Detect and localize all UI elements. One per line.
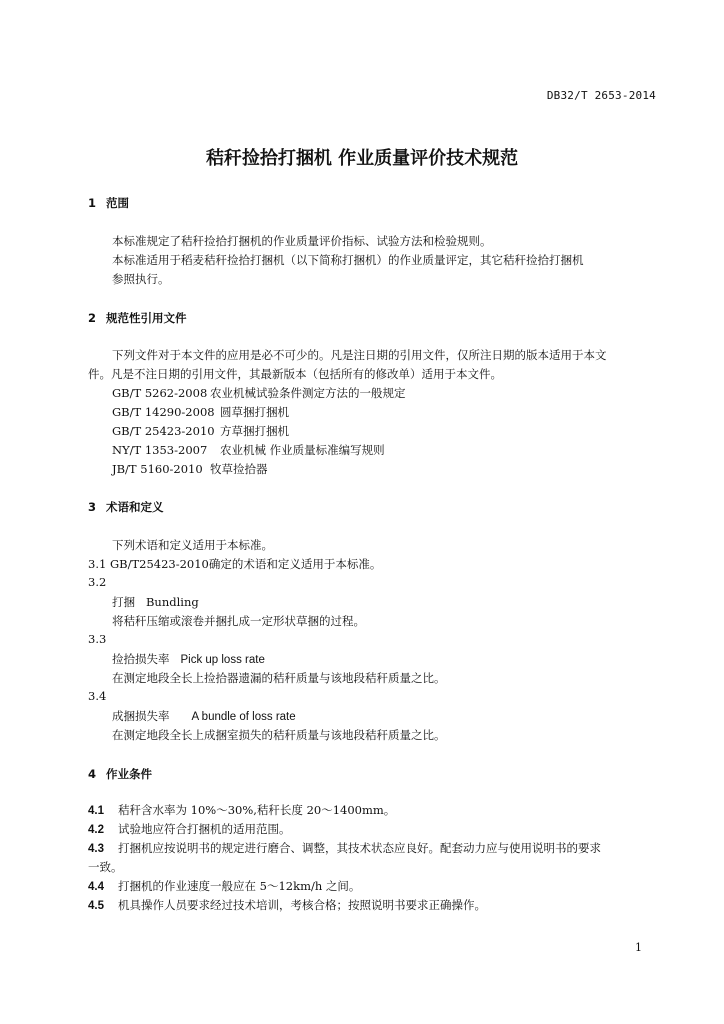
reference-title: 方草捆打捆机 — [220, 424, 289, 438]
condition-number: 4.2 — [88, 824, 104, 836]
term-definition: 在测定地段全长上成捆室损失的秸秆质量与该地段秸秆质量之比。 — [112, 728, 446, 742]
reference-title: 农业机械试验条件测定方法的一般规定 — [210, 386, 406, 400]
reference-item — [112, 442, 385, 458]
term-definition: 将秸秆压缩或滚卷并捆扎成一定形状草捆的过程。 — [112, 614, 365, 628]
condition-continuation: 一致。 — [88, 860, 123, 874]
clause-number: 3.3 — [88, 632, 107, 646]
term — [112, 651, 265, 667]
condition-number: 4.5 — [88, 900, 104, 912]
page-number: 1 — [635, 941, 642, 954]
condition-item — [88, 897, 486, 913]
reference-code: JB/T 5160-2010 — [112, 462, 203, 476]
term-chinese: 成捆损失率 — [112, 709, 170, 723]
condition-text: 机具操作人员要求经过技术培训，考核合格；按照说明书要求正确操作。 — [118, 898, 486, 912]
section-title: 术语和定义 — [106, 500, 164, 514]
section-4-heading — [88, 766, 152, 782]
paragraph: 下列术语和定义适用于本标准。 — [112, 538, 273, 552]
reference-item — [112, 461, 268, 477]
condition-item — [88, 821, 291, 837]
section-1-heading — [88, 195, 129, 211]
clause-number: 3.4 — [88, 689, 107, 703]
reference-code: GB/T 5262-2008 — [112, 386, 208, 400]
condition-item — [88, 878, 360, 894]
reference-code: GB/T 14290-2008 — [112, 405, 215, 419]
section-title: 规范性引用文件 — [106, 311, 187, 325]
term — [112, 708, 296, 724]
clause-3-1: 3.1 GB/T25423-2010确定的术语和定义适用于本标准。 — [88, 557, 382, 571]
condition-text: 试验地应符合打捆机的适用范围。 — [118, 822, 291, 836]
condition-number: 4.1 — [88, 805, 104, 817]
reference-code: NY/T 1353-2007 — [112, 443, 208, 457]
paragraph: 下列文件对于本文件的应用是必不可少的。凡是注日期的引用文件，仅所注日期的版本适用于本文 — [112, 348, 607, 362]
section-number: 1 — [88, 196, 97, 210]
section-number: 3 — [88, 500, 97, 514]
term-definition: 在测定地段全长上捡拾器遗漏的秸秆质量与该地段秸秆质量之比。 — [112, 671, 446, 685]
reference-title: 农业机械 作业质量标准编写规则 — [220, 443, 385, 457]
reference-item — [112, 423, 289, 439]
reference-title: 圆草捆打捆机 — [220, 405, 289, 419]
reference-title: 牧草捡拾器 — [210, 462, 268, 476]
term-chinese: 捡拾损失率 — [112, 652, 170, 666]
section-title: 作业条件 — [106, 767, 152, 781]
condition-text: 打捆机的作业速度一般应在 5～12km/h 之间。 — [118, 879, 361, 893]
term-chinese: 打捆 — [112, 595, 135, 609]
paragraph: 本标准规定了秸秆捡拾打捆机的作业质量评价指标、试验方法和检验规则。 — [112, 234, 492, 248]
clause-number: 3.2 — [88, 575, 107, 589]
section-3-heading — [88, 499, 164, 515]
document-title: 秸秆捡拾打捆机 作业质量评价技术规范 — [205, 148, 519, 169]
document-code: DB32/T 2653-2014 — [546, 89, 656, 102]
paragraph: 本标准适用于稻麦秸秆捡拾打捆机（以下简称打捆机）的作业质量评定，其它秸秆捡拾打捆机 — [112, 253, 584, 267]
reference-item — [112, 385, 406, 401]
condition-item — [88, 802, 395, 818]
condition-text: 秸秆含水率为 10%～30%,秸秆长度 20～1400mm。 — [118, 803, 396, 817]
section-number: 2 — [88, 311, 97, 325]
term-english: Pick up loss rate — [180, 654, 265, 666]
condition-number: 4.3 — [88, 843, 104, 855]
section-number: 4 — [88, 767, 97, 781]
term-english: A bundle of loss rate — [191, 711, 296, 723]
term-english: Bundling — [145, 595, 199, 609]
paragraph: 件。凡是不注日期的引用文件，其最新版本（包括所有的修改单）适用于本文件。 — [88, 367, 502, 381]
term — [112, 594, 199, 610]
condition-text: 打捆机应按说明书的规定进行磨合、调整，其技术状态应良好。配套动力应与使用说明书的要求 — [118, 841, 601, 855]
paragraph: 参照执行。 — [112, 272, 170, 286]
condition-item — [88, 840, 601, 856]
reference-item — [112, 404, 289, 420]
condition-number: 4.4 — [88, 881, 104, 893]
section-title: 范围 — [106, 196, 129, 210]
section-2-heading — [88, 310, 187, 326]
reference-code: GB/T 25423-2010 — [112, 424, 215, 438]
